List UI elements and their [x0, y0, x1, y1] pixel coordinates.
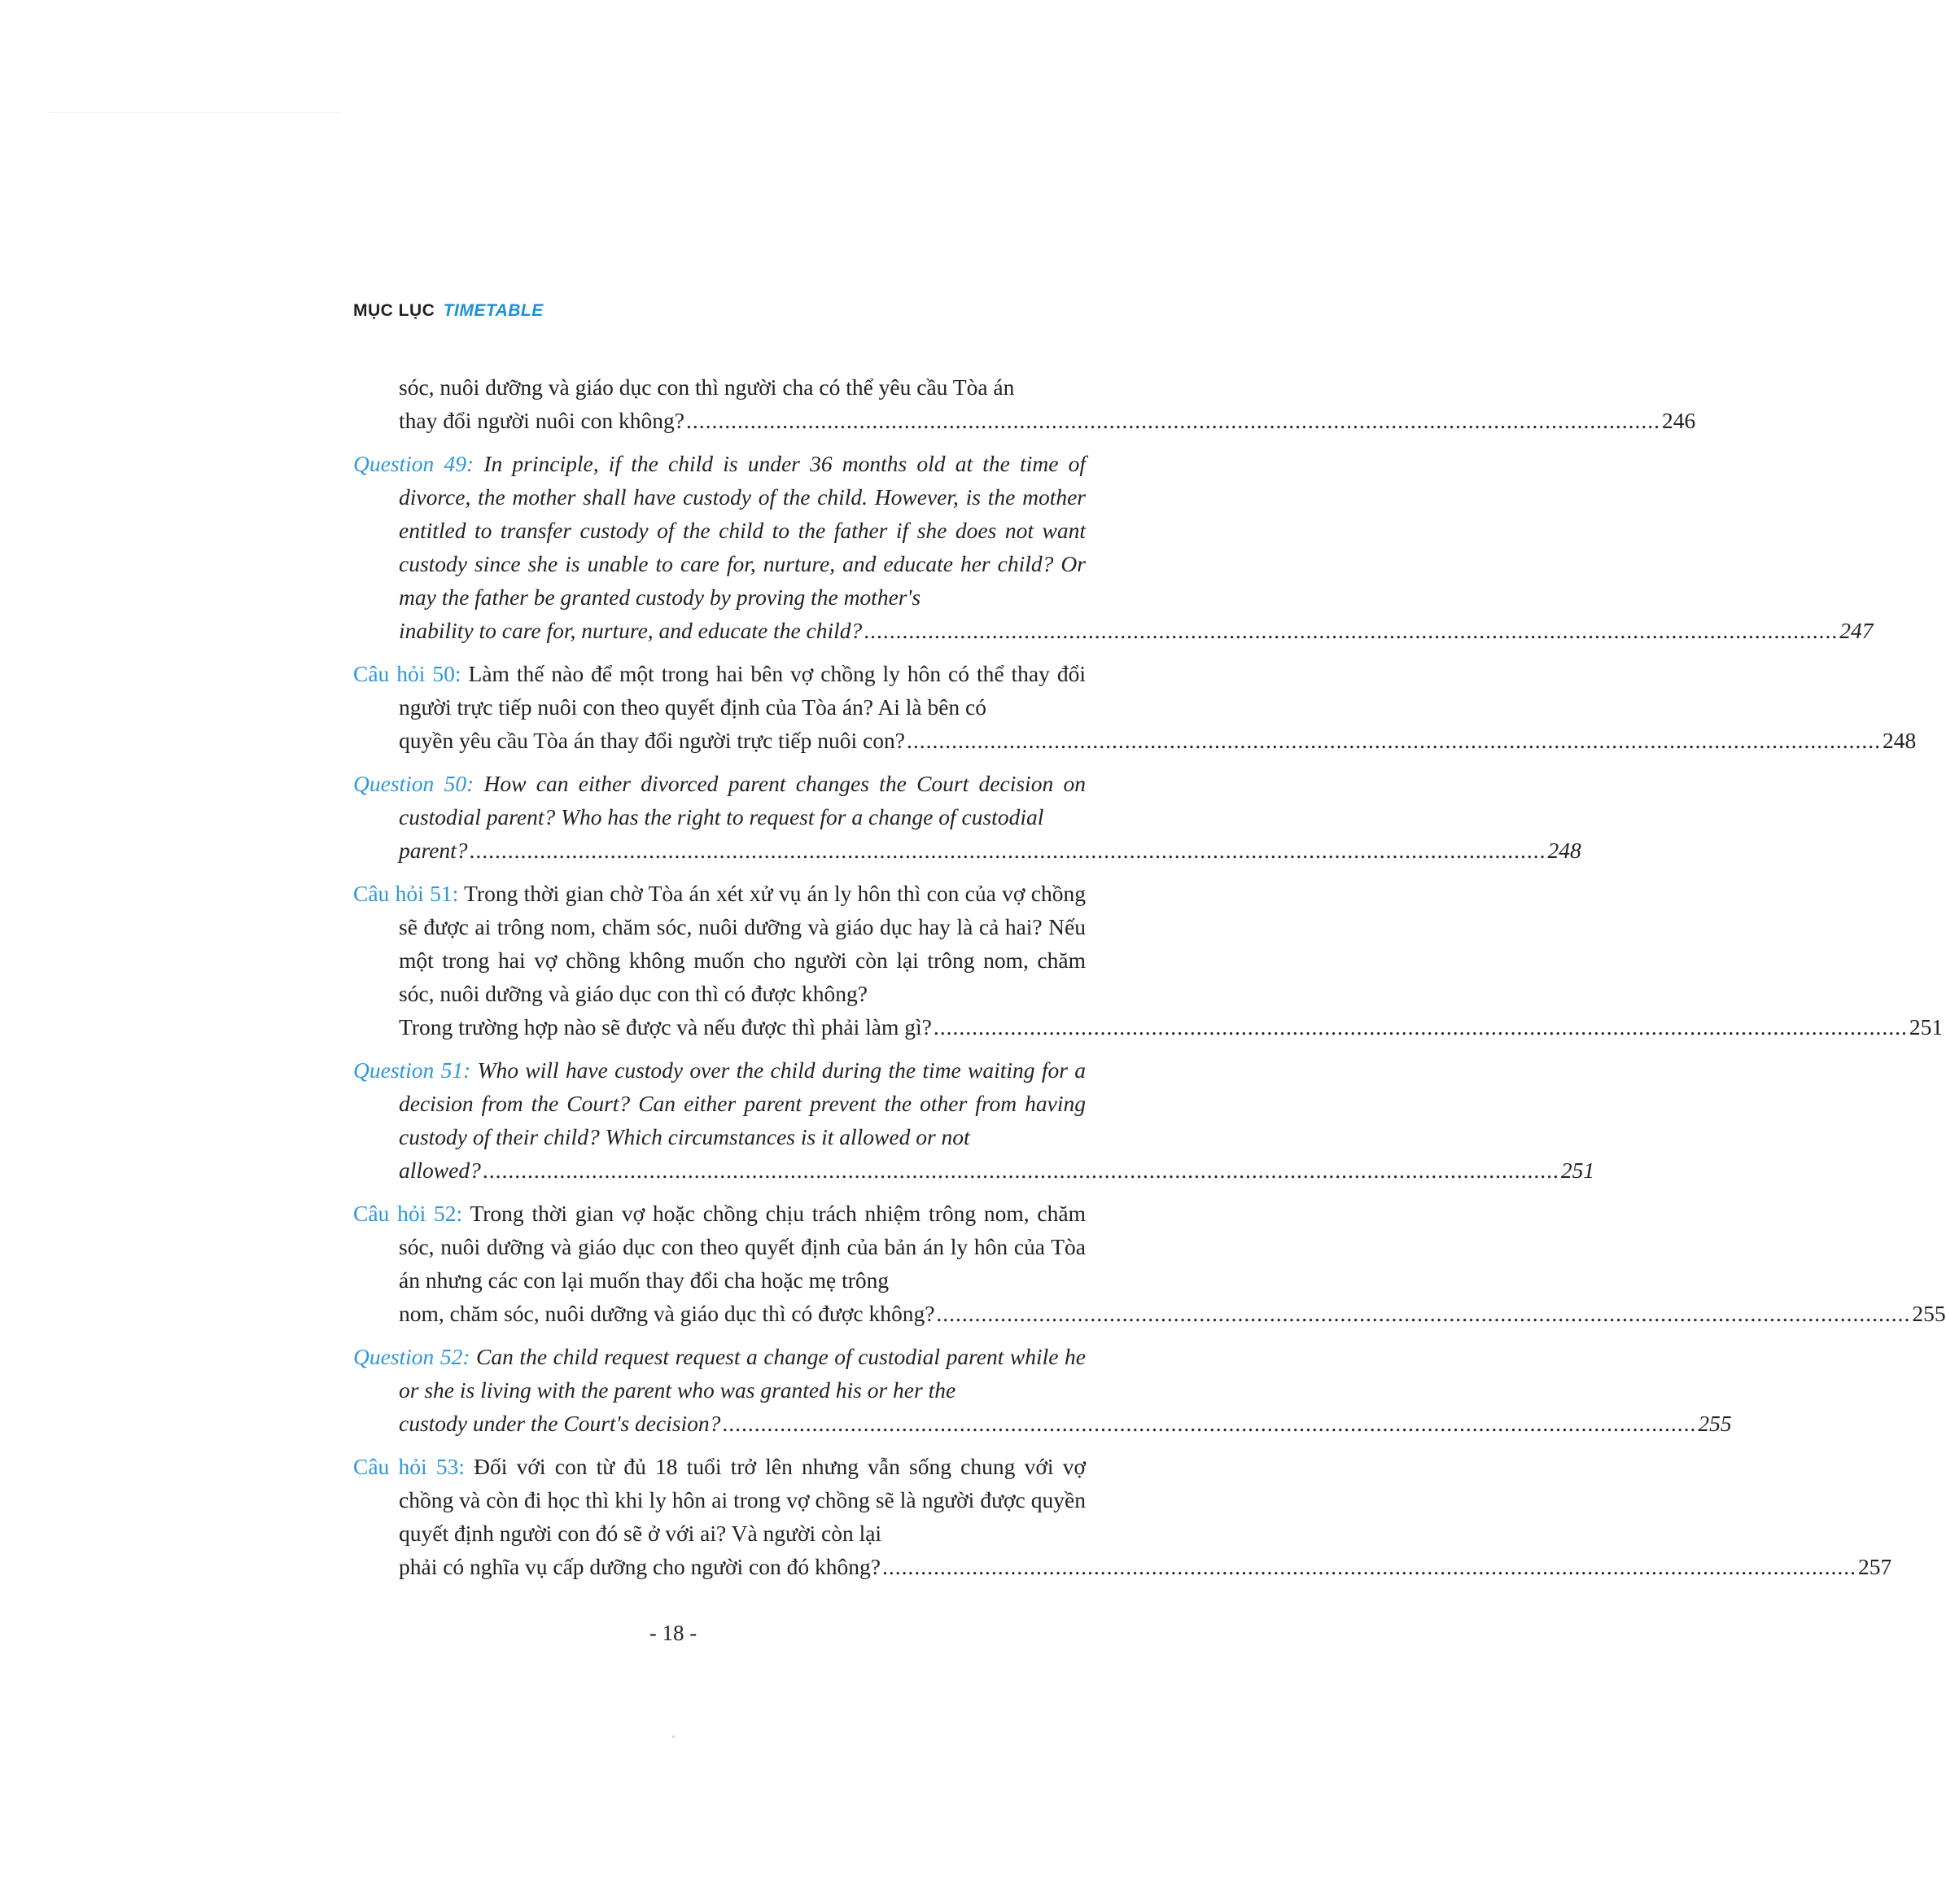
toc-entry-last-line: thay đổi người nuôi con không? — [399, 408, 685, 433]
toc-entry-leader-line — [353, 614, 1874, 647]
dot-leader: ........................................................................................................................................................................ — [469, 838, 1546, 863]
toc-entry-text — [353, 1053, 1086, 1153]
toc-entry-leader-line — [353, 404, 1696, 437]
toc-entry-last-line: inability to care for, nurture, and educate the child? — [399, 618, 863, 643]
toc-entry-label: Question 49: — [353, 451, 474, 476]
toc-entry-last-line: quyền yêu cầu Tòa án thay đổi người trực tiếp nuôi con? — [399, 728, 905, 753]
toc-entry-body: Can the child request request a change of custodial parent while he or she is living with the parent who was granted his or her the — [399, 1344, 1086, 1403]
toc-entry-last-line: allowed? — [399, 1158, 481, 1183]
toc-entry-text — [353, 877, 1086, 1010]
toc-page-number: 255 — [1698, 1411, 1732, 1436]
toc-page-number: 248 — [1882, 728, 1917, 753]
toc-page-number: 248 — [1547, 838, 1581, 863]
toc-entry-cau-hoi-51[interactable] — [353, 877, 1944, 1044]
toc-entry-leader-line — [353, 1550, 1892, 1583]
header-title-vi: MỤC LỤC — [353, 301, 435, 320]
toc-entry-text — [353, 1450, 1086, 1550]
toc-entry-body: Đối với con từ đủ 18 tuổi trở lên nhưng vẫn sống chung với vợ chồng và còn đi học thì khi ly hôn ai trong vợ chồng sẽ là người được quyền quyết định người con đó sẽ ở với ai? Và người còn lại — [399, 1454, 1086, 1546]
toc-entry-48-continued[interactable] — [353, 370, 1696, 437]
toc-entry-question-52[interactable] — [353, 1340, 1732, 1440]
toc-entry-leader-line — [353, 1153, 1595, 1187]
toc-entry-last-line: parent? — [399, 838, 468, 863]
toc-entry-body: Trong thời gian vợ hoặc chồng chịu trách nhiệm trông nom, chăm sóc, nuôi dưỡng và giáo dục con theo quyết định của bản án ly hôn của Tòa án nhưng các con lại muốn thay đổi cha hoặc mẹ trông — [399, 1201, 1086, 1293]
toc-entry-text: sóc, nuôi dưỡng và giáo dục con thì người cha có thể yêu cầu Tòa án — [399, 374, 1015, 400]
dot-leader: ........................................................................................................................................................ — [881, 1554, 1856, 1579]
toc-entry-last-line: nom, chăm sóc, nuôi dưỡng và giáo dục thì có được không? — [399, 1301, 935, 1326]
toc-entry-body: Làm thế nào để một trong hai bên vợ chồng ly hôn có thể thay đổi người trực tiếp nuôi con theo quyết định của Tòa án? Ai là bên có — [399, 661, 1086, 720]
toc-entry-body: Trong thời gian chờ Tòa án xét xử vụ án ly hôn thì con của vợ chồng sẽ được ai trông nom, chăm sóc, nuôi dưỡng và giáo dục hay là cả hai? Nếu một trong hai vợ chồng không muốn cho người còn lại trông nom, chăm sóc, nuôi dưỡng và giáo dục con thì có được không? — [399, 881, 1086, 1006]
toc-page-number: 257 — [1857, 1554, 1892, 1579]
section-header — [353, 301, 544, 321]
toc-entry-label: Question 50: — [353, 771, 474, 796]
toc-page-number: 251 — [1560, 1158, 1595, 1183]
toc-entry-cau-hoi-50[interactable] — [353, 657, 1917, 757]
dot-leader: ........................................................................................................................................................ — [722, 1411, 1697, 1436]
dot-leader: ........................................................................................................................................................ — [864, 618, 1839, 643]
toc-entry-leader-line — [353, 1407, 1732, 1440]
table-of-contents — [353, 370, 1946, 1593]
scan-edge-line — [49, 112, 342, 113]
toc-entry-cau-hoi-53[interactable] — [353, 1450, 1892, 1583]
toc-entry-label: Câu hỏi 53: — [353, 1454, 465, 1479]
toc-entry-text — [353, 1340, 1086, 1407]
toc-entry-last-line: custody under the Court's decision? — [399, 1411, 721, 1436]
toc-entry-last-line: phải có nghĩa vụ cấp dưỡng cho người con đó không? — [399, 1554, 881, 1579]
toc-entry-text — [353, 1197, 1086, 1297]
toc-entry-cau-hoi-52[interactable] — [353, 1197, 1946, 1330]
toc-entry-question-49[interactable] — [353, 447, 1874, 647]
page-number: - 18 - — [649, 1621, 697, 1645]
scan-speck — [672, 1735, 675, 1738]
toc-entry-body: In principle, if the child is under 36 months old at the time of divorce, the mother shall have custody of the child. However, is the mother entitled to transfer custody of the child to the father if she does not want custody since she is unable to care for, nurture, and educate her child? Or may the father be granted custody by proving the mother's — [399, 451, 1087, 610]
toc-entry-last-line: Trong trường hợp nào sẽ được và nếu được thì phải làm gì? — [399, 1014, 932, 1040]
toc-entry-question-51[interactable] — [353, 1053, 1595, 1187]
toc-entry-body: Who will have custody over the child during the time waiting for a decision from the Court? Can either parent prevent the other from having custody of their child? Which circumstances is it allowed or not — [399, 1057, 1086, 1149]
toc-entry-label: Question 51: — [353, 1057, 471, 1083]
dot-leader: ........................................................................................................................................................ — [686, 408, 1661, 433]
dot-leader: ........................................................................................................................................................................ — [482, 1158, 1559, 1183]
toc-entry-text — [353, 657, 1086, 724]
toc-entry-text — [353, 767, 1086, 834]
toc-entry-label: Question 52: — [353, 1344, 470, 1369]
toc-entry-text — [353, 447, 1086, 614]
toc-entry-leader-line — [353, 1297, 1946, 1330]
toc-entry-label: Câu hỏi 52: — [353, 1201, 463, 1226]
dot-leader: ........................................................................................................................................................ — [933, 1014, 1908, 1040]
toc-page-number: 247 — [1839, 618, 1874, 643]
dot-leader: ........................................................................................................................................................ — [906, 728, 1881, 753]
header-title-en: TIMETABLE — [443, 301, 544, 320]
dot-leader: ........................................................................................................................................................ — [936, 1301, 1911, 1326]
toc-entry-question-50[interactable] — [353, 767, 1581, 867]
toc-entry-leader-line — [353, 1010, 1944, 1044]
toc-entry-leader-line — [353, 834, 1581, 867]
toc-entry-label: Câu hỏi 50: — [353, 661, 461, 686]
toc-page-number: 251 — [1909, 1014, 1944, 1040]
toc-entry-leader-line — [353, 724, 1917, 757]
toc-page-number: 255 — [1912, 1301, 1946, 1326]
toc-page-number: 246 — [1662, 408, 1696, 433]
toc-entry-body: How can either divorced parent changes the Court decision on custodial parent? Who has the right to request for a change of custodial — [399, 771, 1086, 829]
toc-entry-label: Câu hỏi 51: — [353, 881, 459, 906]
